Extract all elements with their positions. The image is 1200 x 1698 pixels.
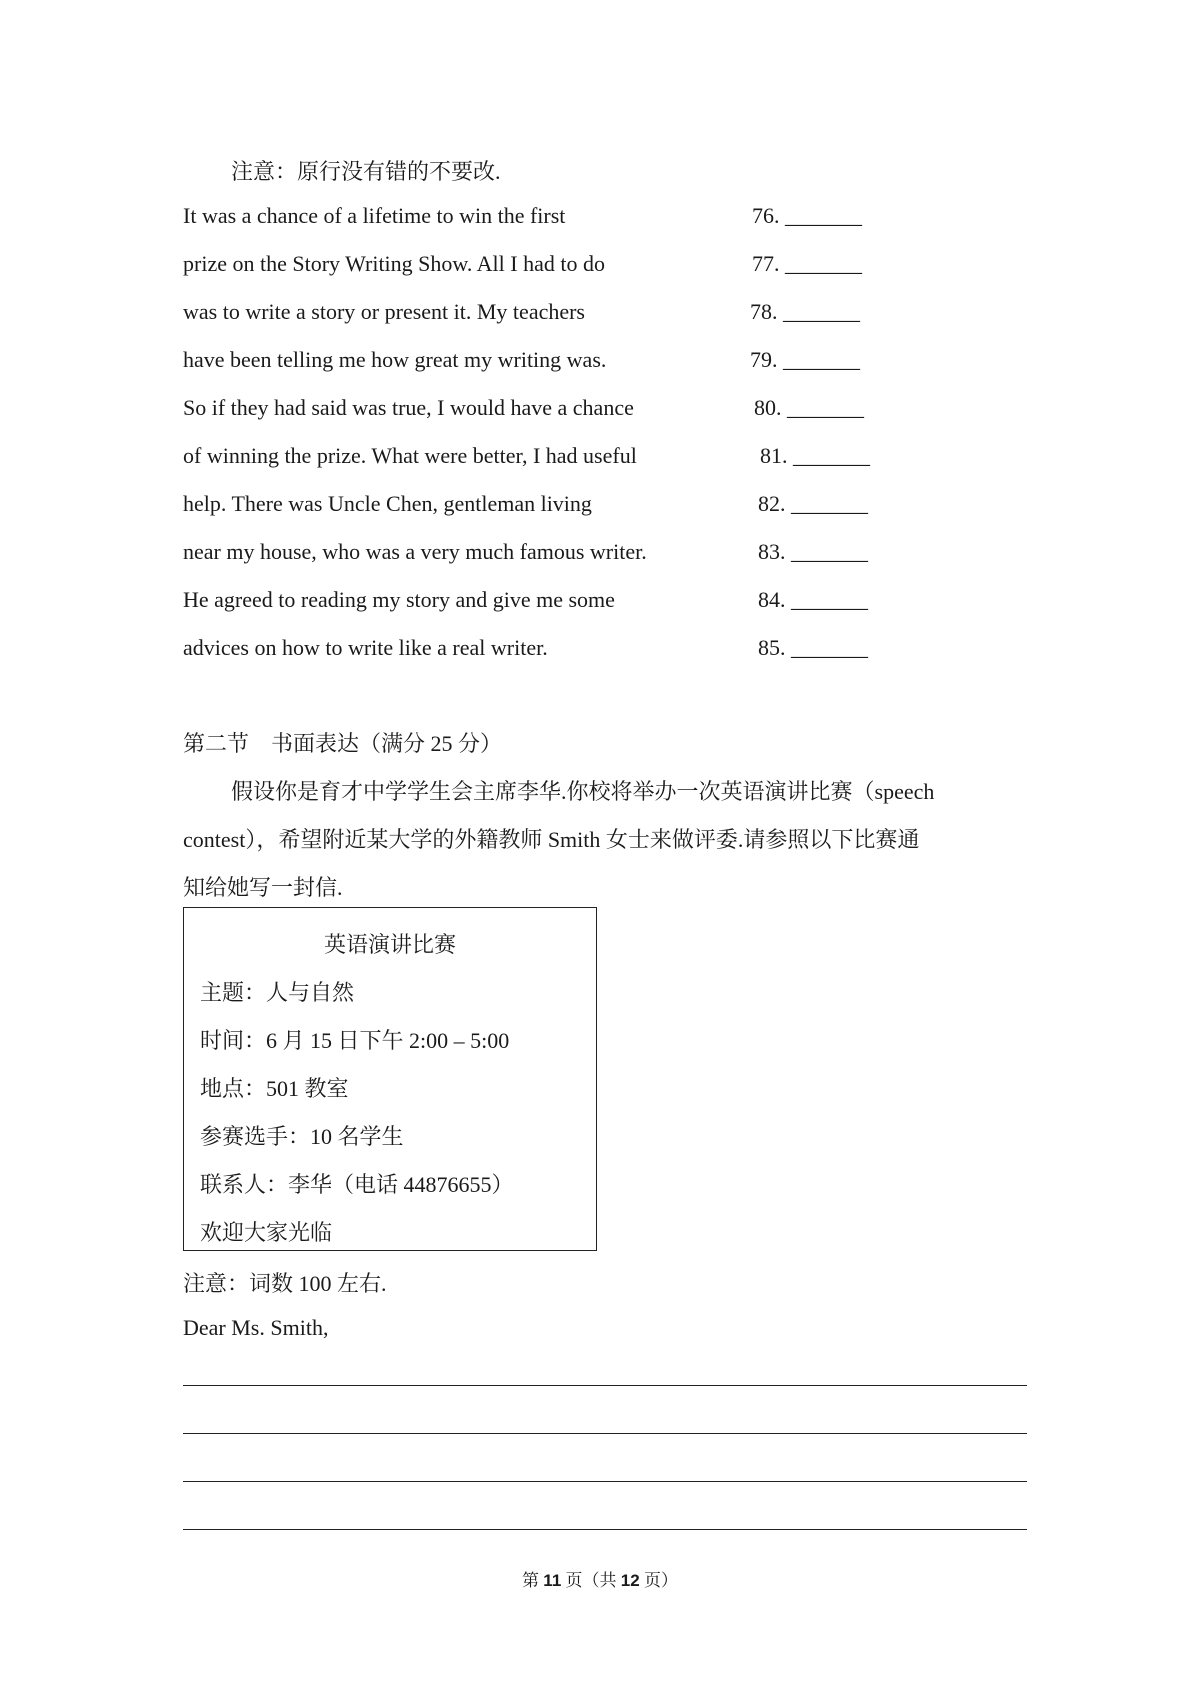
correction-line-81: of winning the prize. What were better, I had useful (183, 443, 637, 468)
notice-theme: 主题：人与自然 (200, 980, 355, 1005)
section-title: 第二节 书面表达（满分 25 分） (183, 731, 503, 756)
correction-line-76: It was a chance of a lifetime to win the first (183, 203, 566, 228)
answer-line[interactable] (183, 1529, 1027, 1530)
notice-title: 英语演讲比赛 (323, 932, 456, 957)
answer-blank-78[interactable]: 78. _______ (750, 299, 860, 324)
contest-notice-box (183, 907, 597, 1251)
answer-blank-83[interactable]: 83. _______ (758, 539, 868, 564)
correction-line-85: advices on how to write like a real writer. (183, 635, 548, 660)
notice-place: 地点：501 教室 (200, 1076, 349, 1101)
prompt-line-1: 假设你是育才中学学生会主席李华.你校将举办一次英语演讲比赛（speech (231, 779, 935, 804)
answer-blank-82[interactable]: 82. _______ (758, 491, 868, 516)
prompt-line-2: contest），希望附近某大学的外籍教师 Smith 女士来做评委.请参照以下比赛通 (183, 827, 920, 852)
answer-blank-80[interactable]: 80. _______ (754, 395, 864, 420)
correction-line-84: He agreed to reading my story and give me some (183, 587, 615, 612)
answer-blank-79[interactable]: 79. _______ (750, 347, 860, 372)
correction-note: 注意：原行没有错的不要改. (231, 159, 501, 184)
footer-middle: 页（共 (565, 1571, 617, 1590)
footer-page-number: 11 (543, 1571, 562, 1590)
letter-salutation: Dear Ms. Smith, (183, 1315, 329, 1340)
notice-contact: 联系人：李华（电话 44876655） (200, 1172, 514, 1197)
answer-blank-84[interactable]: 84. _______ (758, 587, 868, 612)
notice-time: 时间：6 月 15 日下午 2:00 – 5:00 (200, 1028, 510, 1053)
footer-prefix: 第 (522, 1571, 540, 1590)
prompt-line-3: 知给她写一封信. (183, 875, 343, 900)
answer-blank-85[interactable]: 85. _______ (758, 635, 868, 660)
word-count-note: 注意：词数 100 左右. (183, 1271, 387, 1296)
correction-line-79: have been telling me how great my writing was. (183, 347, 607, 372)
answer-blank-76[interactable]: 76. _______ (752, 203, 862, 228)
notice-participants: 参赛选手：10 名学生 (200, 1124, 404, 1149)
answer-blank-77[interactable]: 77. _______ (752, 251, 862, 276)
notice-welcome: 欢迎大家光临 (200, 1220, 333, 1245)
correction-line-82: help. There was Uncle Chen, gentleman living (183, 491, 592, 516)
correction-line-78: was to write a story or present it. My teachers (183, 299, 585, 324)
correction-line-80: So if they had said was true, I would have a chance (183, 395, 634, 420)
answer-line[interactable] (183, 1481, 1027, 1482)
correction-line-83: near my house, who was a very much famous writer. (183, 539, 647, 564)
answer-blank-81[interactable]: 81. _______ (760, 443, 870, 468)
footer-suffix: 页） (643, 1571, 678, 1590)
answer-line[interactable] (183, 1385, 1027, 1386)
answer-line[interactable] (183, 1433, 1027, 1434)
correction-line-77: prize on the Story Writing Show. All I had to do (183, 251, 605, 276)
footer-total-pages: 12 (620, 1571, 640, 1590)
page-footer (0, 1566, 1200, 1591)
